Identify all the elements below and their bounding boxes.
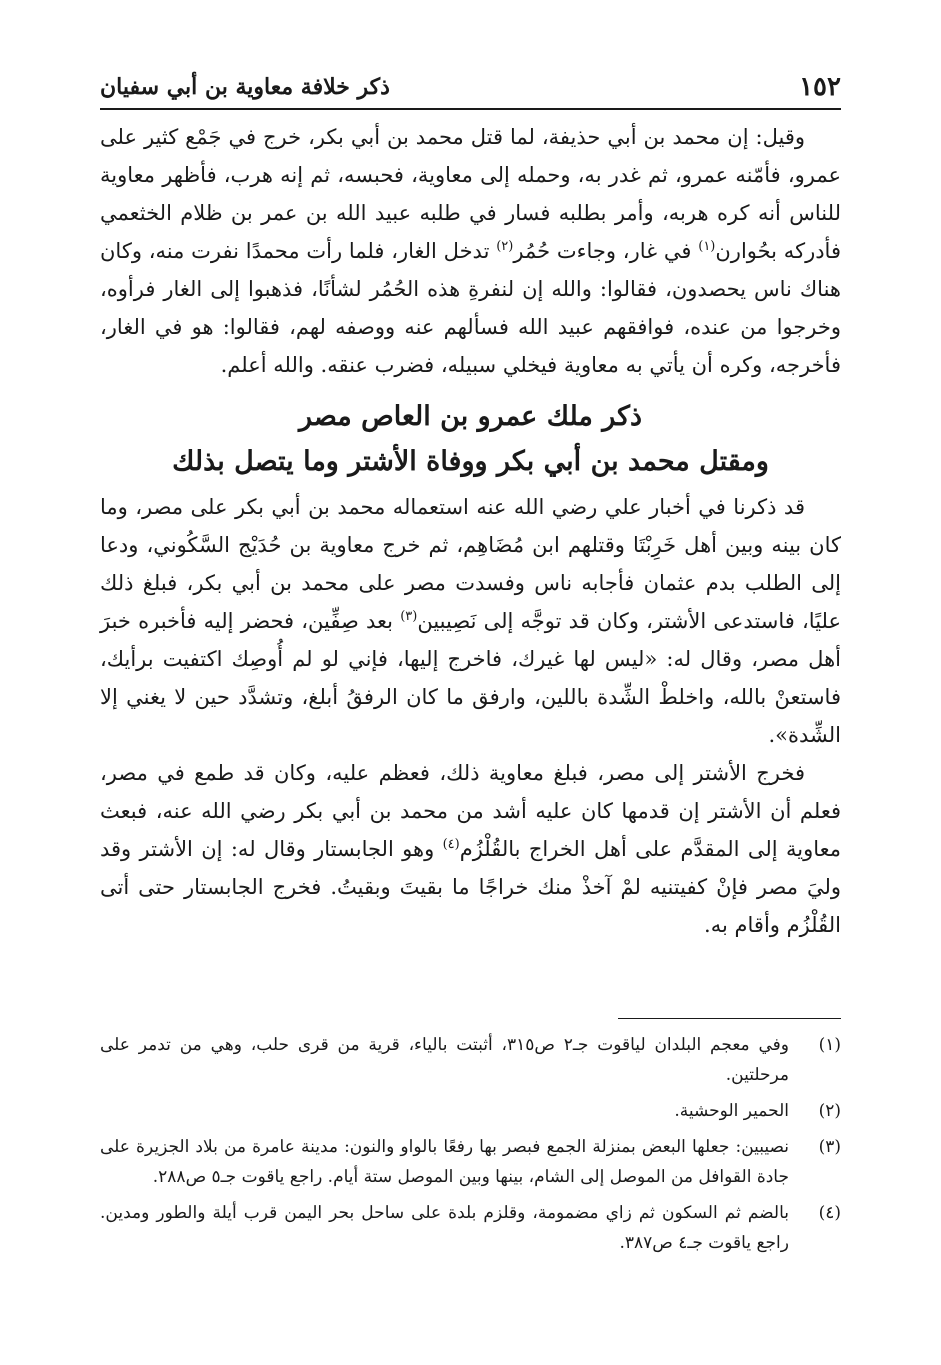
section-heading-line-1: ذكر ملك عمرو بن العاص مصر [298,401,643,432]
footnote-4 [100,1198,841,1258]
footnotes [100,1030,841,1264]
footnote-number: (٣) [818,1137,841,1157]
text-span: في غار، وجاءت حُمُر [513,239,699,263]
footnote-number: (١) [818,1035,841,1055]
footnote-number: (٤) [818,1203,841,1223]
text-span: تدخل الغار، فلما رأت محمدًا نفرت منه، وكان هناك ناس يحصدون، فقالوا: والله إن لنفرةِ هذه الحُمُر لشأنًا، فذهبوا إلى الغار فرأوه، وخرجوا من عنده، فوافقهم عبيد الله فسألهم عنه ووصفه لهم، فقالوا: هو في الغار، فأخرجه، وكره أن يأتي به معاوية فيخلي سبيله، فضرب عنقه. والله أعلم. [100,239,841,377]
footnote-ref-2: (٢) [496,239,514,254]
page-header [100,68,841,110]
main-text [100,118,841,944]
intro-paragraph [100,118,841,384]
paragraph-2 [100,488,841,754]
footnote-1 [100,1030,841,1090]
footnote-ref-1: (١) [698,239,716,254]
footnote-text: بالضم ثم السكون ثم زاي مضمومة، وقلزم بلدة على ساحل بحر اليمن قرب أيلة والطور ومدين. راجع ياقوت جـ٤ ص٣٨٧. [100,1203,789,1253]
footnote-divider [618,1018,841,1019]
footnote-number: (٢) [818,1101,841,1121]
text-span: وهو الجابستار وقال له: إن الأشتر وقد وليَ مصر فإنْ كفيتنيه لمْ آخذْ منك خراجًا ما بقيتَ وبقيتُ. فخرج الجابستار حتى أتى القُلْزُم وأقام به. [100,837,841,937]
footnote-2 [100,1096,841,1126]
footnote-ref-3: (٣) [400,609,418,624]
text-span: وقيل: إن محمد بن أبي حذيفة، لما قتل محمد بن أبي بكر، خرج في جَمْع كثير على عمرو، فأمّنه عمرو، ثم غدر به، وحمله إلى معاوية، فحبسه، ثم إنه هرب، فأظهر معاوية للناس أنه كره هربه، وأمر بطلبه فسار في طلبه عبيد الله بن عمر بن ظلام الخثعمي فأدركه بحُوارن [100,125,841,263]
footnote-text: وفي معجم البلدان لياقوت جـ٢ ص٣١٥، أثبتت بالياء، قرية من قرى حلب، وهي من تدمر على مرحلتين. [100,1035,789,1085]
page-number: ١٥٢ [799,72,841,102]
running-title: ذكر خلافة معاوية بن أبي سفيان [100,74,390,100]
text-span: قد ذكرنا في أخبار علي رضي الله عنه استعماله محمد بن أبي بكر على مصر، وما كان بينه وبين أهل خَرِبْتَا وقتلهم ابن مُضَاهِم، ثم خرج معاوية بن حُدَيْج السَّكُوني، ودعا إلى الطلب بدم عثمان فأجابه ناس وفسدت مصر على محمد بن أبي بكر، فبلغ ذلك عليًا، فاستدعى الأشتر، وكان قد توجَّه إلى نَصِيبين [100,495,842,633]
footnote-text: الحمير الوحشية. [674,1101,789,1121]
footnote-3 [100,1132,841,1192]
text-span: بعد صِفِّين، فحضر إليه فأخبره خبرَ أهل مصر، وقال له: «ليس لها غيرك، فاخرج إليها، فإني لو لم أُوصِك اكتفيت برأيك، فاستعنْ بالله، واخلطْ الشِّدة باللين، وارفق ما كان الرفقُ أبلغ، وتشدَّد حين لا يغني إلا الشِّدة». [100,609,841,747]
section-heading [100,394,841,484]
footnote-text: نصيبين: جعلها البعض بمنزلة الجمع فبصر بها رفعًا بالواو والنون: مدينة عامرة من بلاد الجزيرة على جادة القوافل من الموصل إلى الشام، بينها وبين الموصل ستة أيام. راجع ياقوت جـ٥ ص٢٨٨. [100,1137,789,1187]
section-heading-line-2: ومقتل محمد بن أبي بكر ووفاة الأشتر وما يتصل بذلك [172,446,769,477]
text-span: فخرج الأشتر إلى مصر، فبلغ معاوية ذلك، فعظم عليه، وكان قد طمع في مصر، فعلم أن الأشتر إن قدمها كان عليه أشد من محمد بن أبي بكر رضي الله عنه، فبعث معاوية إلى المقدَّم على أهل الخراج بالقُلْزُم [100,761,841,861]
paragraph-3 [100,754,841,944]
footnote-ref-4: (٤) [442,837,460,852]
